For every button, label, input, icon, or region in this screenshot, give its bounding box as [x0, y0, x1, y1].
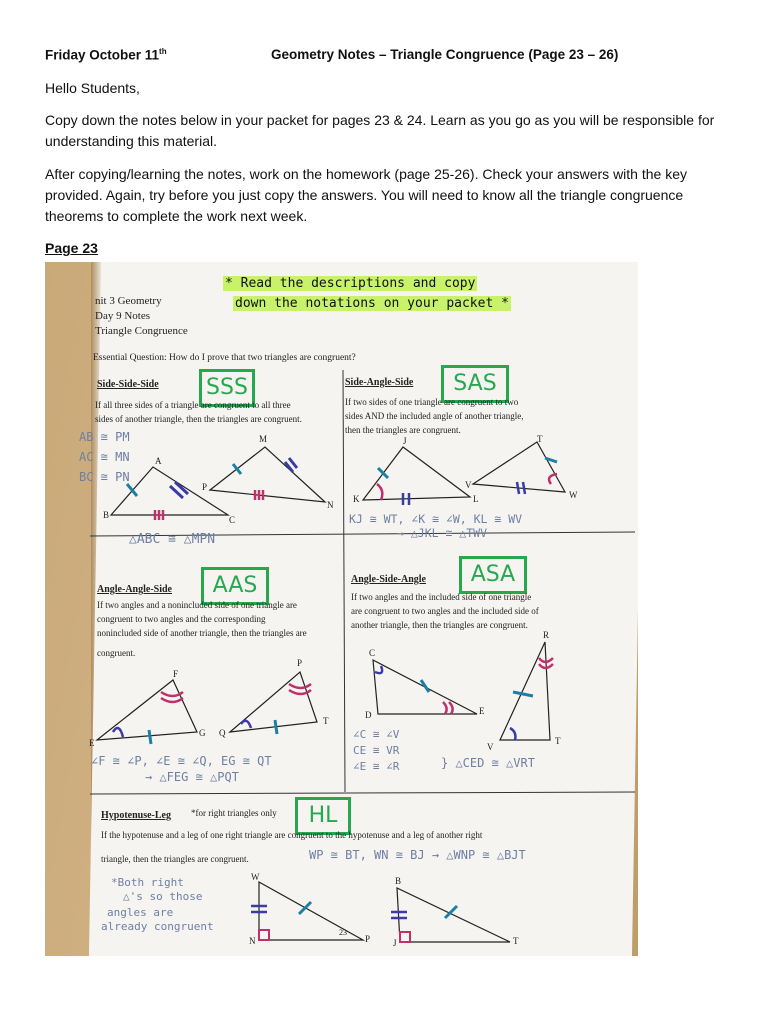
- hl-label-p: P: [365, 934, 371, 944]
- sas-label-t: T: [537, 434, 543, 444]
- aas-label-q: Q: [219, 728, 226, 738]
- sas-label-j: J: [403, 436, 407, 446]
- hl-note: *for right triangles only: [191, 808, 277, 818]
- sas-label-v: V: [465, 480, 472, 490]
- sas-result: → △JKL ≅ △TWV: [397, 526, 488, 540]
- sss-label-c: C: [229, 515, 236, 525]
- hl-label-n: N: [249, 936, 256, 946]
- sss-box: SSS: [199, 369, 255, 407]
- asa-notation-1: ∠C ≅ ∠V: [353, 728, 400, 741]
- hl-side-note-1: *Both right: [111, 876, 184, 889]
- hl-label-w: W: [251, 872, 260, 882]
- sss-notation-3: BC ≅ PN: [79, 470, 130, 484]
- sas-label-w: W: [569, 490, 578, 500]
- sss-label-a: A: [155, 456, 162, 466]
- date-text: Friday October 11: [45, 47, 160, 63]
- asa-desc-2: are congruent to two angles and the included side of: [351, 606, 539, 616]
- asa-label-v: V: [487, 742, 494, 752]
- aas-result: → △FEG ≅ △PQT: [145, 770, 239, 784]
- hl-label-b: B: [395, 876, 402, 886]
- banner-line-2: down the notations on your packet *: [235, 296, 509, 311]
- asa-box: ASA: [459, 556, 527, 594]
- aas-notation: ∠F ≅ ∠P, ∠E ≅ ∠Q, EG ≅ QT: [91, 754, 272, 768]
- asa-notation-2: CE ≅ VR: [353, 744, 400, 757]
- asa-label-r: R: [543, 630, 550, 640]
- asa-title: Angle-Side-Angle: [351, 574, 426, 585]
- hl-notation: WP ≅ BT, WN ≅ BJ → △WNP ≅ △BJT: [309, 848, 526, 862]
- paragraph-2: After copying/learning the notes, work on the homework (page 25-26). Check your answers with the key provided. Again, try before you just copy the answers. You will need to know all the triangle congruence theorems to complete the work next week.: [45, 166, 687, 224]
- hl-title: Hypotenuse-Leg: [101, 810, 171, 821]
- aas-box: AAS: [201, 567, 269, 605]
- sss-label-b: B: [103, 510, 110, 520]
- essential-question: Essential Question: How do I prove that two triangles are congruent?: [93, 353, 356, 363]
- aas-desc-3: nonincluded side of another triangle, then the triangles are: [97, 628, 307, 638]
- unit-label: nit 3 Geometry: [95, 295, 162, 307]
- aas-label-g: G: [199, 728, 206, 738]
- topic-label: Triangle Congruence: [95, 325, 188, 337]
- hl-side-note-4: already congruent: [101, 920, 214, 933]
- aas-label-f: F: [173, 669, 179, 679]
- sas-desc-1: If two sides of one triangle are congruent to two: [345, 397, 519, 407]
- asa-desc-1: If two angles and the included side of one triangle: [351, 592, 532, 602]
- hl-angle-label: 23: [339, 928, 347, 937]
- date-heading: [45, 47, 167, 63]
- date-suffix: th: [159, 47, 167, 56]
- aas-desc-4: congruent.: [97, 648, 136, 658]
- sss-label-p: P: [202, 482, 208, 492]
- sss-desc-1: If all three sides of a triangle are congruent to all three: [95, 400, 291, 410]
- hl-side-note-2: △'s so those: [123, 890, 203, 903]
- sss-notation-2: AC ≅ MN: [79, 450, 130, 464]
- aas-label-t: T: [323, 716, 329, 726]
- sas-box: SAS: [441, 365, 509, 403]
- asa-label-c: C: [369, 648, 376, 658]
- document-title: Geometry Notes – Triangle Congruence (Page 23 – 26): [271, 47, 619, 62]
- asa-notation-3: ∠E ≅ ∠R: [353, 760, 400, 773]
- day-label: Day 9 Notes: [95, 310, 150, 322]
- asa-desc-3: another triangle, then the triangles are congruent.: [351, 620, 528, 630]
- sss-title: Side-Side-Side: [97, 379, 159, 390]
- sss-result: △ABC ≅ △MPN: [129, 532, 216, 547]
- sas-title: Side-Angle-Side: [345, 377, 414, 388]
- aas-label-e: E: [89, 738, 95, 748]
- sas-label-k: K: [353, 494, 360, 504]
- sss-label-m: M: [259, 434, 268, 444]
- page-label: Page 23: [45, 240, 98, 256]
- sss-desc-2: sides of another triangle, then the triangles are congruent.: [95, 414, 302, 424]
- hl-label-j: J: [393, 938, 397, 948]
- sss-label-n: N: [327, 500, 334, 510]
- asa-label-t: T: [555, 736, 561, 746]
- hl-desc-2: triangle, then the triangles are congruent.: [101, 854, 249, 864]
- aas-label-p: P: [297, 658, 303, 668]
- sas-notation: KJ ≅ WT, ∠K ≅ ∠W, KL ≅ WV: [349, 512, 523, 526]
- hl-box: HL: [295, 797, 351, 835]
- sas-label-l: L: [473, 494, 479, 504]
- hl-side-note-3: angles are: [107, 906, 174, 919]
- paragraph-1: Copy down the notes below in your packet for pages 23 & 24. Learn as you go as you will be responsible for understanding this material.: [45, 112, 715, 149]
- aas-title: Angle-Angle-Side: [97, 584, 172, 595]
- sas-desc-2: sides AND the included angle of another triangle,: [345, 411, 524, 421]
- greeting: Hello Students,: [45, 80, 140, 96]
- aas-desc-1: If two angles and a nonincluded side of one triangle are: [97, 600, 297, 610]
- asa-result: } △CED ≅ △VRT: [441, 756, 535, 770]
- sss-notation-1: AB ≅ PM: [79, 430, 130, 444]
- aas-desc-2: congruent to two angles and the corresponding: [97, 614, 266, 624]
- asa-label-d: D: [365, 710, 372, 720]
- asa-label-e: E: [479, 706, 485, 716]
- sas-desc-3: then the triangles are congruent.: [345, 425, 461, 435]
- hl-desc-1: If the hypotenuse and a leg of one right triangle are congruent to the hypotenuse and a leg of another right: [101, 830, 483, 840]
- hl-triangles: [45, 262, 638, 956]
- hl-label-t: T: [513, 936, 519, 946]
- notes-photo: [45, 262, 638, 956]
- banner-line-1: * Read the descriptions and copy: [225, 276, 476, 291]
